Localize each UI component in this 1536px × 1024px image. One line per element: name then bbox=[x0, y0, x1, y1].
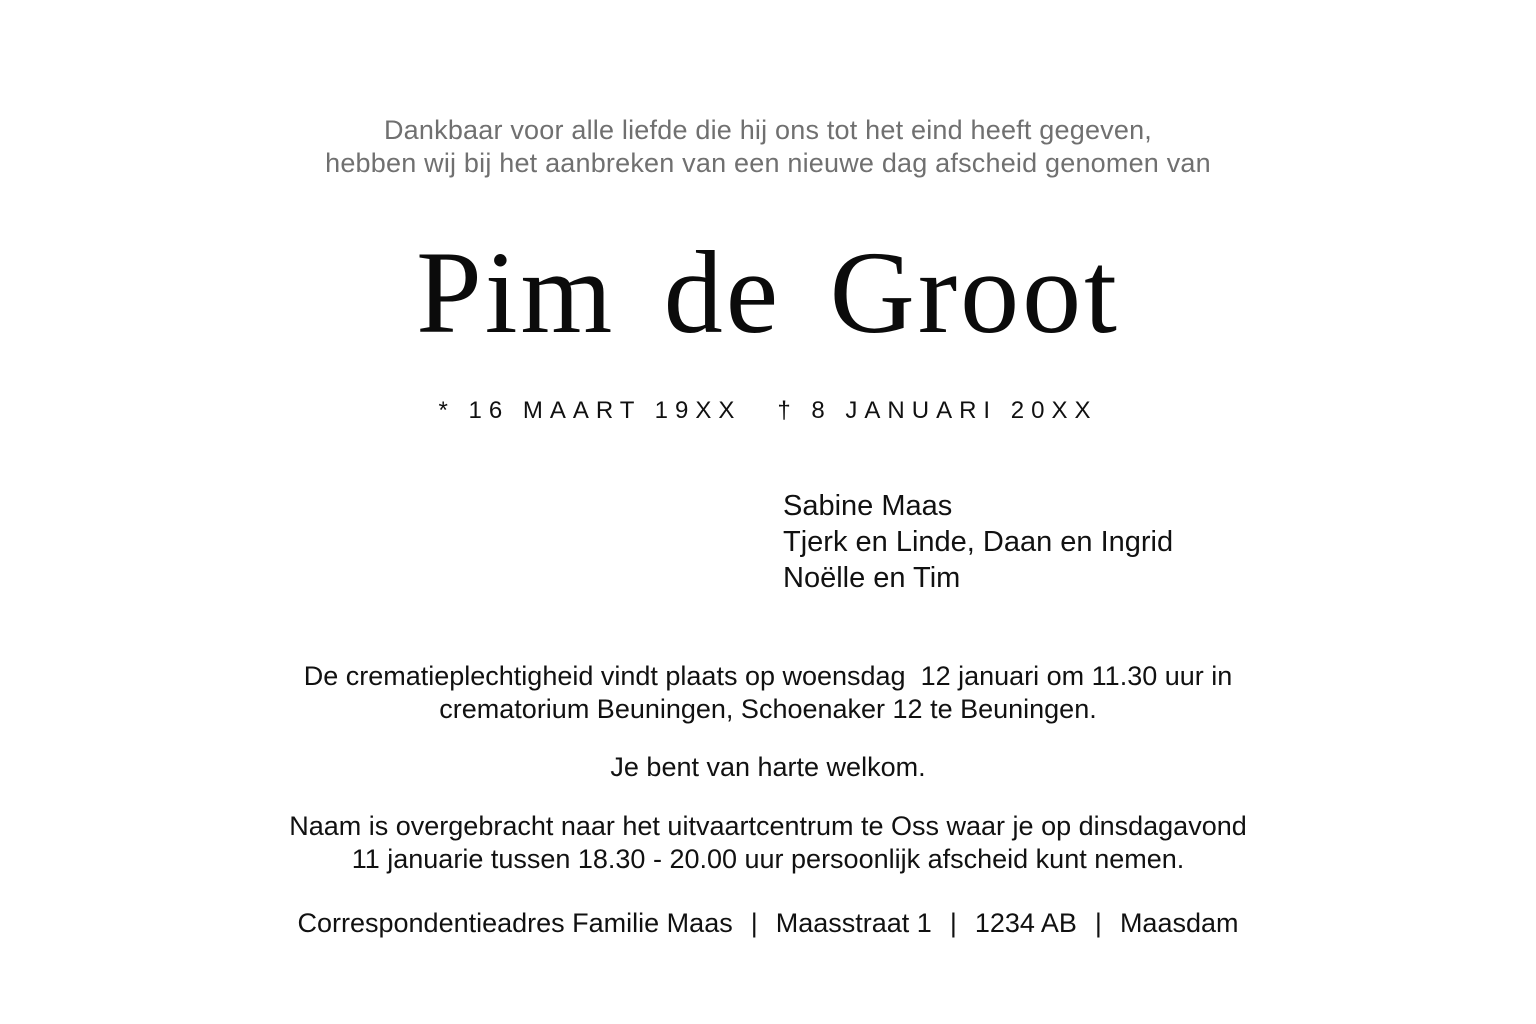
address-street: Maasstraat 1 bbox=[775, 908, 932, 938]
address-separator: | bbox=[1094, 908, 1102, 938]
viewing-line-1: Naam is overgebracht naar het uitvaartcentrum te Oss waar je op dinsdagavond bbox=[289, 811, 1247, 841]
address-postcode: 1234 AB bbox=[974, 908, 1077, 938]
address-separator: | bbox=[750, 908, 758, 938]
family-member: Noëlle en Tim bbox=[783, 562, 961, 594]
welcome-text: Je bent van harte welkom. bbox=[610, 752, 926, 782]
viewing-line-2: 11 januarie tussen 18.30 - 20.00 uur persoonlijk afscheid kunt nemen. bbox=[351, 844, 1185, 874]
birth-date: * 16 MAART 19XX bbox=[438, 397, 742, 424]
intro-text bbox=[0, 114, 1536, 180]
family-list bbox=[783, 488, 1173, 596]
viewing-paragraph bbox=[0, 810, 1536, 876]
deceased-name: Pim de Groot bbox=[416, 227, 1120, 358]
correspondence-address bbox=[0, 907, 1536, 940]
ceremony-line-2: crematorium Beuningen, Schoenaker 12 te Beuningen. bbox=[439, 694, 1097, 724]
life-dates bbox=[0, 396, 1536, 426]
family-member: Sabine Maas bbox=[783, 490, 953, 522]
family-member: Tjerk en Linde, Daan en Ingrid bbox=[783, 526, 1174, 558]
ceremony-paragraph bbox=[0, 660, 1536, 726]
address-label: Correspondentieadres Familie Maas bbox=[297, 908, 733, 938]
address-city: Maasdam bbox=[1119, 908, 1239, 938]
address-separator: | bbox=[949, 908, 957, 938]
death-date: † 8 JANUARI 20XX bbox=[777, 397, 1098, 424]
intro-line-2: hebben wij bij het aanbreken van een nieuwe dag afscheid genomen van bbox=[325, 148, 1211, 178]
ceremony-line-1: De crematieplechtigheid vindt plaats op woensdag 12 januari om 11.30 uur in bbox=[303, 661, 1233, 691]
intro-line-1: Dankbaar voor alle liefde die hij ons tot het eind heeft gegeven, bbox=[383, 115, 1152, 145]
